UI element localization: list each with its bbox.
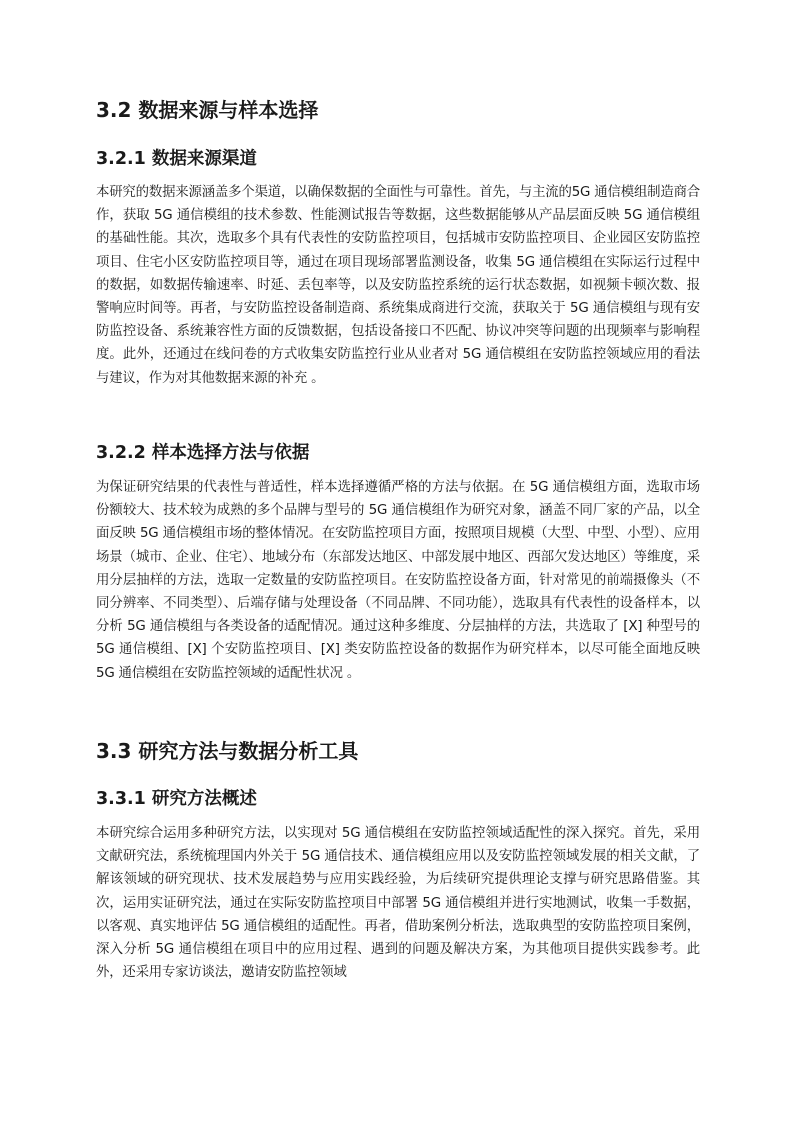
paragraph-data-sources: 本研究的数据来源涵盖多个渠道，以确保数据的全面性与可靠性。首先，与主流的5G 通信模组制造商合作，获取 5G 通信模组的技术参数、性能测试报告等数据，这些数据能够从产品层面反映 5G 通信模组的基础性能。其次，选取多个具有代表性的安防监控项目，包括城市安防监控项目、企业园区安防监控项目、住宅小区安防监控项目等，通过在项目现场部署监测设备，收集 5G 通信模组在实际运行过程中的数据，如数据传输速率、时延、丢包率等，以及安防监控系统的运行状态数据，如视频卡顿次数、报警响应时间等。再者，与安防监控设备制造商、系统集成商进行交流，获取关于 5G 通信模组与现有安防监控设备、系统兼容性方面的反馈数据，包括设备接口不匹配、协议冲突等问题的出现频率与影响程度。此外，还通过在线问卷的方式收集安防监控行业从业者对 5G 通信模组在安防监控领域应用的看法与建议，作为对其他数据来源的补充 。 [96, 185, 700, 386]
paragraph-research-methods: 本研究综合运用多种研究方法，以实现对 5G 通信模组在安防监控领域适配性的深入探究。首先，采用文献研究法，系统梳理国内外关于 5G 通信技术、通信模组应用以及安防监控领域发展的相关文献，了解该领域的研究现状、技术发展趋势与应用实践经验，为后续研究提供理论支撑与研究思路借鉴。其次，运用实证研究法，通过在实际安防监控项目中部署 5G 通信模组并进行实地测试，收集一手数据，以客观、真实地评估 5G 通信模组的适配性。再者，借助案例分析法，选取典型的安防监控项目案例，深入分析 5G 通信模组在项目中的应用过程、遇到的问题及解决方案，为其他项目提供实践参考。此外，还采用专家访谈法，邀请安防监控领域 [96, 826, 700, 981]
subsection-heading-3-2-2: 3.2.2 样本选择方法与依据 [96, 443, 310, 463]
paragraph-sample-selection: 为保证研究结果的代表性与普适性，样本选择遵循严格的方法与依据。在 5G 通信模组方面，选取市场份额较大、技术较为成熟的多个品牌与型号的 5G 通信模组作为研究对象，涵盖不同厂家的产品，以全面反映 5G 通信模组市场的整体情况。在安防监控项目方面，按照项目规模（大型、中型、小型）、应用场景（城市、企业、住宅）、地域分布（东部发达地区、中部发展中地区、西部欠发达地区）等维度，采用分层抽样的方法，选取一定数量的安防监控项目。在安防监控设备方面，针对常见的前端摄像头（不同分辨率、不同类型）、后端存储与处理设备（不同品牌、不同功能），选取具有代表性的设备样本，以分析 5G 通信模组与各类设备的适配情况。通过这种多维度、分层抽样的方法，共选取了 [X] 种型号的 5G 通信模组、[X] 个安防监控项目、[X] 类安防监控设备的数据作为研究样本，以尽可能全面地反映 5G 通信模组在安防监控领域的适配性状况 。 [96, 480, 700, 681]
section-heading-3-3: 3.3 研究方法与数据分析工具 [96, 739, 359, 763]
section-heading-3-2: 3.2 数据来源与样本选择 [96, 98, 319, 122]
subsection-heading-3-2-1: 3.2.1 数据来源渠道 [96, 149, 257, 169]
subsection-heading-3-3-1: 3.3.1 研究方法概述 [96, 789, 257, 809]
